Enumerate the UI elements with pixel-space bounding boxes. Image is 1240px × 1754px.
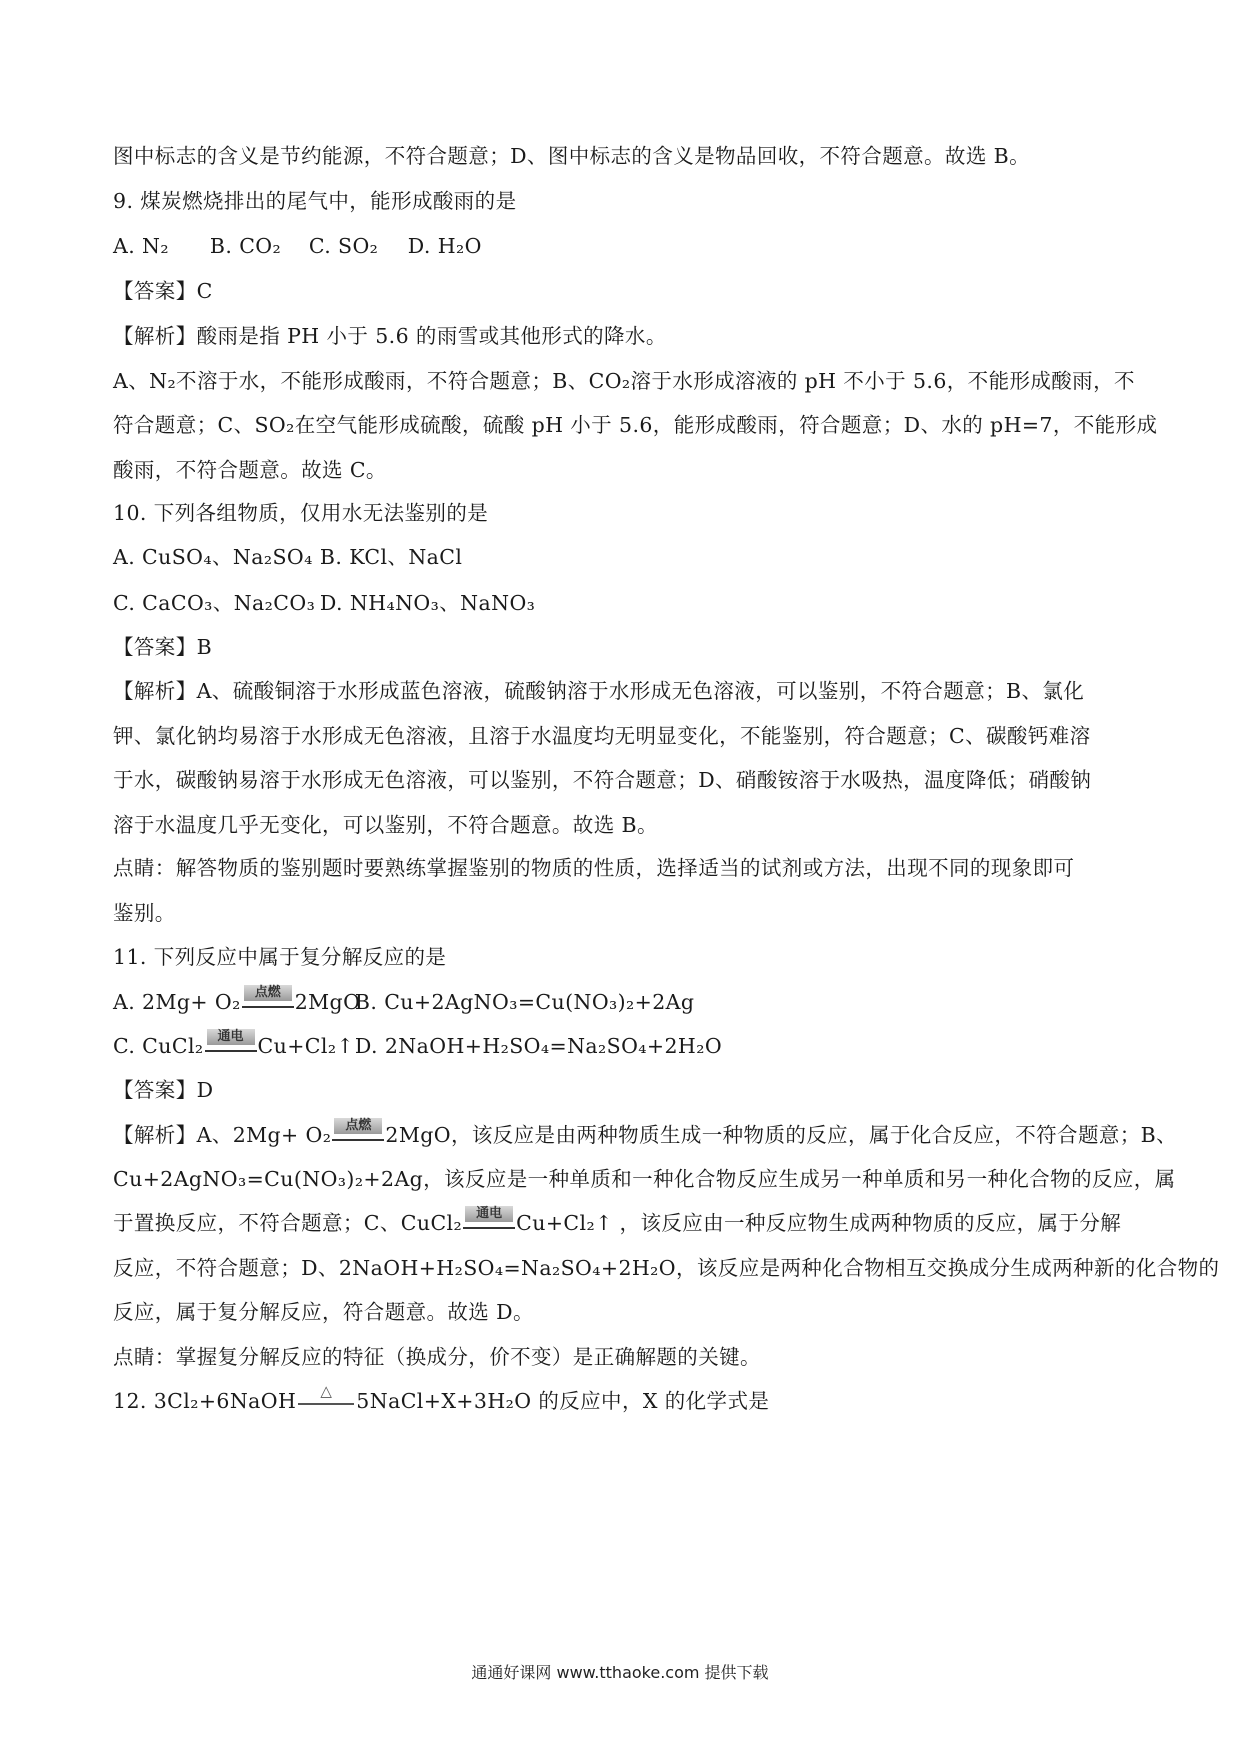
answer-line: 【答案】C [113,279,213,303]
condition-bar [298,1403,354,1405]
question-9-stem: 9. 煤炭燃烧排出的尾气中，能形成酸雨的是 [113,189,517,213]
option-b: B. KCl、NaCl [319,545,463,569]
question-11-options-cd [113,1031,1133,1061]
option-d: D. NH₄NO₃、NaNO₃ [319,591,536,615]
electrolysis-condition-mark [205,1031,257,1061]
question-11-options-ab [113,987,1133,1017]
ignite-condition-mark [242,987,294,1017]
analysis-line: 【解析】A、硫酸铜溶于水形成蓝色溶液，硫酸钠溶于水形成无色溶液，可以鉴别，不符合题意；B、氯化 [113,679,1085,703]
option-c: C. SO₂ [308,234,379,258]
page-footer: 通通好课网 www.tthaoke.com 提供下载 [471,1663,769,1682]
analysis-text: Cu+Cl₂↑ ，该反应由一种反应物生成两种物质的反应，属于分解 [516,1211,1122,1235]
analysis-line: 于水，碳酸钠易溶于水形成无色溶液，可以鉴别，不符合题意；D、硝酸铵溶于水吸热，温度降低；硝酸钠 [113,768,1092,792]
condition-label: 点燃 [244,985,292,1001]
option-c [113,1029,355,1061]
analysis-line: A、N₂不溶于水，不能形成酸雨，不符合题意；B、CO₂溶于水形成溶液的 pH 不小于 5.6，不能形成酸雨，不 [113,369,1135,393]
condition-label: 通电 [465,1206,513,1222]
tip-line: 点睛：掌握复分解反应的特征（换成分，价不变）是正确解题的关键。 [113,1345,761,1369]
question-10-options-cd [113,588,1133,618]
condition-bar [332,1139,384,1141]
option-c: C. CaCO₃、Na₂CO₃ [113,591,316,615]
answer-line: 【答案】B [113,635,213,659]
analysis-text: 【解析】A、2Mg+ O₂ [113,1123,332,1147]
question-10-options-ab [113,542,1133,572]
ignite-condition-mark [332,1120,384,1150]
electrolysis-condition-mark [463,1208,515,1238]
option-d: D. H₂O [407,234,482,258]
analysis-line: 酸雨，不符合题意。故选 C。 [113,458,387,482]
paragraph-line: 图中标志的含义是节约能源，不符合题意；D、图中标志的含义是物品回收，不符合题意。故选 B。 [113,144,1031,168]
option-b: B. Cu+2AgNO₃=Cu(NO₃)₂+2Ag [354,990,695,1014]
analysis-line: 反应，属于复分解反应，符合题意。故选 D。 [113,1300,534,1324]
formula-text: C. CuCl₂ [113,1034,204,1058]
analysis-text: 2MgO，该反应是由两种物质生成一种物质的反应，属于化合反应，不符合题意；B、 [385,1123,1178,1147]
condition-label: 点燃 [334,1118,382,1134]
option-d: D. 2NaOH+H₂SO₄=Na₂SO₄+2H₂O [354,1034,723,1058]
question-11-stem: 11. 下列反应中属于复分解反应的是 [113,945,447,969]
analysis-line: Cu+2AgNO₃=Cu(NO₃)₂+2Ag，该反应是一种单质和一种化合物反应生成另一种单质和另一种化合物的反应，属 [113,1167,1176,1191]
question-10-stem: 10. 下列各组物质，仅用水无法鉴别的是 [113,501,489,525]
analysis-line: 【解析】酸雨是指 PH 小于 5.6 的雨雪或其他形式的降水。 [113,324,667,348]
analysis-text: 于置换反应，不符合题意；C、CuCl₂ [113,1211,463,1235]
formula-text: A. 2Mg+ O₂ [113,990,241,1014]
condition-bar [205,1050,257,1052]
delta-icon: △ [320,1382,333,1400]
formula-text: 12. 3Cl₂+6NaOH [113,1389,297,1413]
formula-text: 5NaCl+X+3H₂O 的反应中，X 的化学式是 [356,1389,770,1413]
analysis-line: 溶于水温度几乎无变化，可以鉴别，不符合题意。故选 B。 [113,813,658,837]
option-a [113,985,361,1017]
tip-line: 点睛：解答物质的鉴别题时要熟练掌握鉴别的物质的性质，选择适当的试剂或方法，出现不同的现象即可 [113,856,1075,880]
tip-line: 鉴别。 [113,901,176,925]
question-12-stem [113,1382,1133,1416]
condition-label: 通电 [207,1029,255,1045]
heat-condition-mark [296,1382,356,1416]
formula-text: 2MgO [294,990,361,1014]
answer-line: 【答案】D [113,1078,214,1102]
option-a: A. N₂ [113,234,169,258]
analysis-line: 反应，不符合题意；D、2NaOH+H₂SO₄=Na₂SO₄+2H₂O，该反应是两种化合物相互交换成分生成两种新的化合物的 [113,1256,1220,1280]
question-9-options [113,231,1133,261]
analysis-line: 钾、氯化钠均易溶于水形成无色溶液，且溶于水温度均无明显变化，不能鉴别，符合题意；C、碳酸钙难溶 [113,724,1091,748]
option-a: A. CuSO₄、Na₂SO₄ [113,545,313,569]
analysis-line [113,1118,1178,1150]
condition-bar [242,1006,294,1008]
condition-bar [463,1227,515,1229]
option-b: B. CO₂ [209,234,282,258]
analysis-line [113,1208,1133,1238]
analysis-line: 符合题意；C、SO₂在空气能形成硫酸，硫酸 pH 小于 5.6，能形成酸雨，符合题意；D、水的 pH=7，不能形成 [113,413,1158,437]
formula-text: Cu+Cl₂↑ [257,1034,355,1058]
